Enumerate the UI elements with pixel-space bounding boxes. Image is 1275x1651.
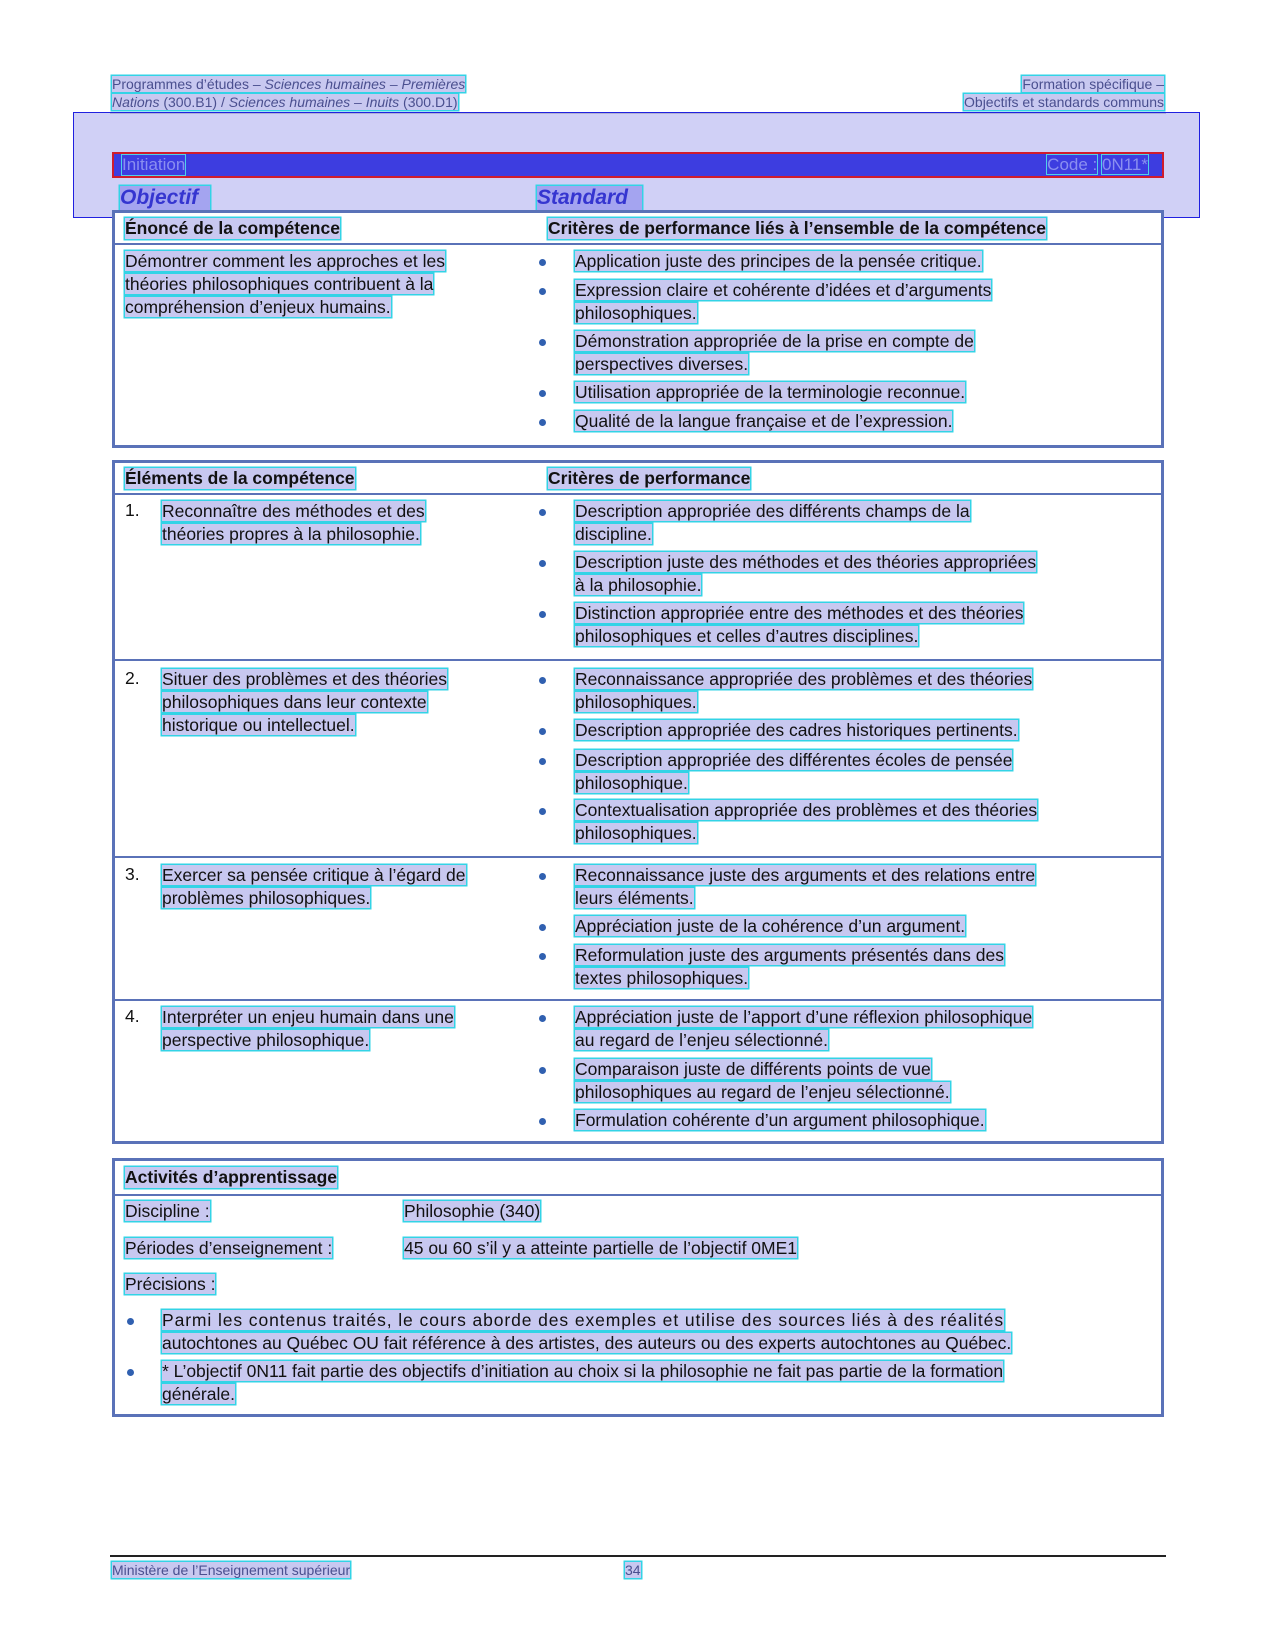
criterion-item: Description juste des méthodes et des théories appropriées à la philosophie. xyxy=(575,552,1037,595)
criterion-item: Reconnaissance juste des arguments et des relations entre leurs éléments. xyxy=(575,865,1036,908)
bullet-icon xyxy=(127,1318,134,1325)
competence-statement: Démontrer comment les approches et les théories philosophiques contribuent à la compréhension d’enjeux humains. xyxy=(125,251,445,317)
bullet-icon xyxy=(539,259,546,266)
criterion-item: Application juste des principes de la pensée critique. xyxy=(575,251,982,271)
criterion-item: Utilisation appropriée de la terminologie reconnue. xyxy=(575,382,966,402)
discipline-value: Philosophie (340) xyxy=(404,1201,541,1221)
periods-label: Périodes d’enseignement : xyxy=(125,1238,333,1258)
criterion-item: Distinction appropriée entre des méthodes et des théories philosophiques et celles d’autres disciplines. xyxy=(575,603,1024,646)
bullet-icon xyxy=(539,339,546,346)
criterion-item: Comparaison juste de différents points de vue philosophiques au regard de l’enjeu sélectionné. xyxy=(575,1059,950,1102)
criterion-item: Qualité de la langue française et de l’expression. xyxy=(575,411,953,431)
bullet-icon xyxy=(127,1369,134,1376)
element-number: 2. xyxy=(125,668,140,688)
competence-table-header xyxy=(115,213,1161,245)
bullet-icon xyxy=(539,509,546,516)
criterion-item: Contextualisation appropriée des problèmes et des théories philosophiques. xyxy=(575,800,1038,843)
bullet-icon xyxy=(539,1067,546,1074)
bullet-icon xyxy=(539,873,546,880)
bullet-icon xyxy=(539,953,546,960)
bullet-icon xyxy=(539,390,546,397)
header-section-subtitle: Objectifs et standards communs xyxy=(964,94,1164,110)
activities-table xyxy=(112,1158,1164,1417)
criterion-item: Démonstration appropriée de la prise en compte de perspectives diverses. xyxy=(575,331,974,374)
competence-table-body xyxy=(115,245,1161,445)
element-text: Reconnaître des méthodes et des théories propres à la philosophie. xyxy=(162,501,425,544)
criterion-item: Appréciation juste de l’apport d’une réflexion philosophique au regard de l’enjeu sélectionné. xyxy=(575,1007,1033,1050)
criterion-item: Expression claire et cohérente d’idées et d’arguments philosophiques. xyxy=(575,280,992,323)
page-number: 34 xyxy=(625,1562,641,1578)
competence-table xyxy=(112,210,1164,448)
criterion-item: Description appropriée des différents champs de la discipline. xyxy=(575,501,970,544)
bullet-icon xyxy=(539,758,546,765)
precision-item: * L’objectif 0N11 fait partie des objectifs d’initiation au choix si la philosophie ne fait pas partie de la formation générale. xyxy=(162,1361,1004,1404)
element-row-1 xyxy=(115,495,1161,661)
bullet-icon xyxy=(539,288,546,295)
caption-standard: Standard xyxy=(537,186,642,210)
elements-table-header xyxy=(115,463,1161,495)
footer-rule xyxy=(110,1555,1166,1557)
header-section-title: Formation spécifique – xyxy=(1022,76,1164,92)
activities-heading: Activités d’apprentissage xyxy=(125,1167,338,1187)
criterion-item: Description appropriée des cadres historiques pertinents. xyxy=(575,720,1018,740)
bullet-icon xyxy=(539,728,546,735)
element-text: Exercer sa pensée critique à l’égard de problèmes philosophiques. xyxy=(162,865,466,908)
objective-level: Initiation xyxy=(122,155,186,174)
element-text: Situer des problèmes et des théories philosophiques dans leur contexte historique ou intellectuel. xyxy=(162,669,448,735)
criterion-item: Formulation cohérente d’un argument philosophique. xyxy=(575,1110,985,1130)
activities-table-body xyxy=(115,1196,1161,1414)
discipline-label: Discipline : xyxy=(125,1201,210,1221)
element-number: 3. xyxy=(125,864,140,884)
periods-value: 45 ou 60 s’il y a atteinte partielle de l’objectif 0ME1 xyxy=(404,1238,798,1258)
precision-item: Parmi les contenus traités, le cours aborde des exemples et utilise des sources liés à des réalités autochtones au Québec OU fait référence à des artistes, des auteurs ou des experts autochtones au Québec. xyxy=(162,1310,1012,1353)
element-text: Interpréter un enjeu humain dans une perspective philosophique. xyxy=(162,1007,454,1050)
element-row-3 xyxy=(115,858,1161,1001)
criterion-item: Reformulation juste des arguments présentés dans des textes philosophiques. xyxy=(575,945,1004,988)
bullet-icon xyxy=(539,419,546,426)
bullet-icon xyxy=(539,808,546,815)
criterion-item: Reconnaissance appropriée des problèmes et des théories philosophiques. xyxy=(575,669,1033,712)
competence-statement-heading: Énoncé de la compétence xyxy=(125,218,340,238)
criteria-heading: Critères de performance xyxy=(548,468,751,488)
header-program-codes: Nations (300.B1) / Sciences humaines – Inuits (300.D1) xyxy=(112,94,458,110)
element-row-4 xyxy=(115,1001,1161,1141)
activities-table-header xyxy=(115,1161,1161,1196)
objective-code: Code : 0N11* xyxy=(1047,155,1148,174)
element-row-2 xyxy=(115,661,1161,858)
bullet-icon xyxy=(539,677,546,684)
precisions-label: Précisions : xyxy=(125,1274,216,1294)
header-program-title: Programmes d’études – Sciences humaines – Premières xyxy=(112,76,466,92)
element-number: 4. xyxy=(125,1006,140,1026)
objective-title-bar xyxy=(112,152,1164,178)
bullet-icon xyxy=(539,924,546,931)
bullet-icon xyxy=(539,1118,546,1125)
elements-heading: Éléments de la compétence xyxy=(125,468,355,488)
caption-objectif: Objectif xyxy=(120,186,210,210)
criterion-item: Description appropriée des différentes écoles de pensée philosophique. xyxy=(575,750,1013,793)
element-number: 1. xyxy=(125,500,140,520)
overall-criteria-heading: Critères de performance liés à l’ensemble de la compétence xyxy=(548,218,1046,238)
footer-ministry: Ministère de l’Enseignement supérieur xyxy=(112,1562,351,1578)
bullet-icon xyxy=(539,611,546,618)
criterion-item: Appréciation juste de la cohérence d’un argument. xyxy=(575,916,966,936)
bullet-icon xyxy=(539,1015,546,1022)
bullet-icon xyxy=(539,560,546,567)
elements-table xyxy=(112,460,1164,1144)
